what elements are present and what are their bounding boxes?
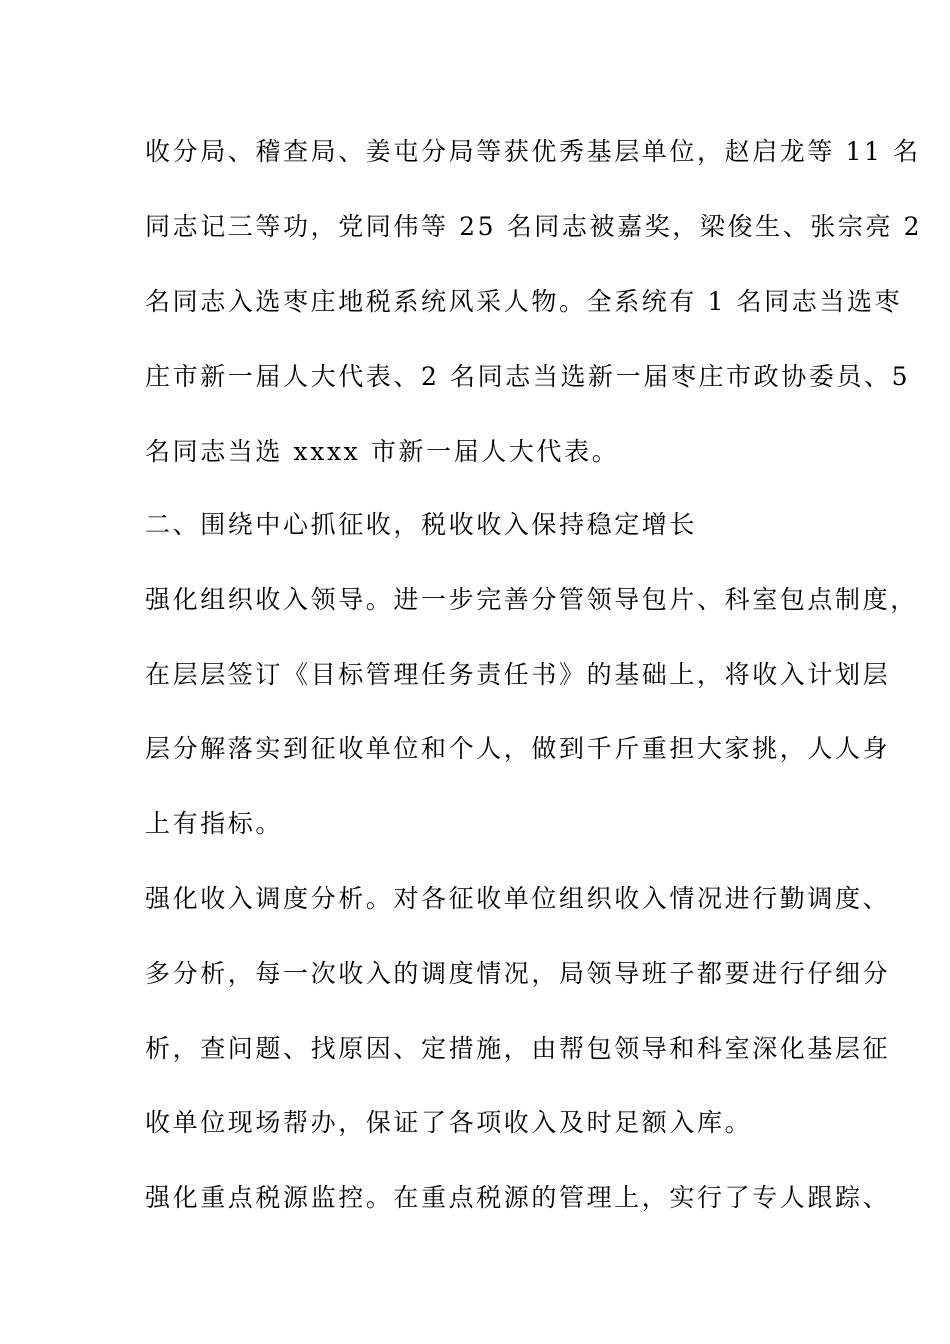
- section-heading: 二、围绕中心抓征收，税收收入保持稳定增长: [145, 510, 698, 539]
- text-line: 多分析，每一次收入的调度情况，局领导班子都要进行仔细分: [145, 959, 891, 988]
- paragraph-start: 强化收入调度分析。对各征收单位组织收入情况进行勤调度、: [145, 884, 891, 913]
- paragraph-start: 强化组织收入领导。进一步完善分管领导包片、科室包点制度，: [145, 585, 918, 614]
- text-line: 在层层签订《目标管理任务责任书》的基础上，将收入计划层: [145, 660, 891, 689]
- text-line: 收分局、稽查局、姜屯分局等获优秀基层单位，赵启龙等 11 名: [145, 137, 921, 166]
- text-line: 析，查问题、找原因、定措施，由帮包领导和科室深化基层征: [145, 1034, 891, 1063]
- text-line: 收单位现场帮办，保证了各项收入及时足额入库。: [145, 1108, 753, 1137]
- text-line: 上有指标。: [145, 809, 284, 838]
- paragraph-start: 强化重点税源监控。在重点税源的管理上，实行了专人跟踪、: [145, 1183, 891, 1212]
- text-line: 同志记三等功，党同伟等 25 名同志被嘉奖，梁俊生、张宗亮 2: [145, 212, 923, 241]
- text-line: 层分解落实到征收单位和个人，做到千斤重担大家挑，人人身: [145, 734, 891, 763]
- text-line: 庄市新一届人大代表、2 名同志当选新一届枣庄市政协委员、5: [145, 362, 911, 391]
- text-line: 名同志当选 xxxx 市新一届人大代表。: [145, 437, 620, 466]
- text-line: 名同志入选枣庄地税系统风采人物。全系统有 1 名同志当选枣: [145, 287, 903, 316]
